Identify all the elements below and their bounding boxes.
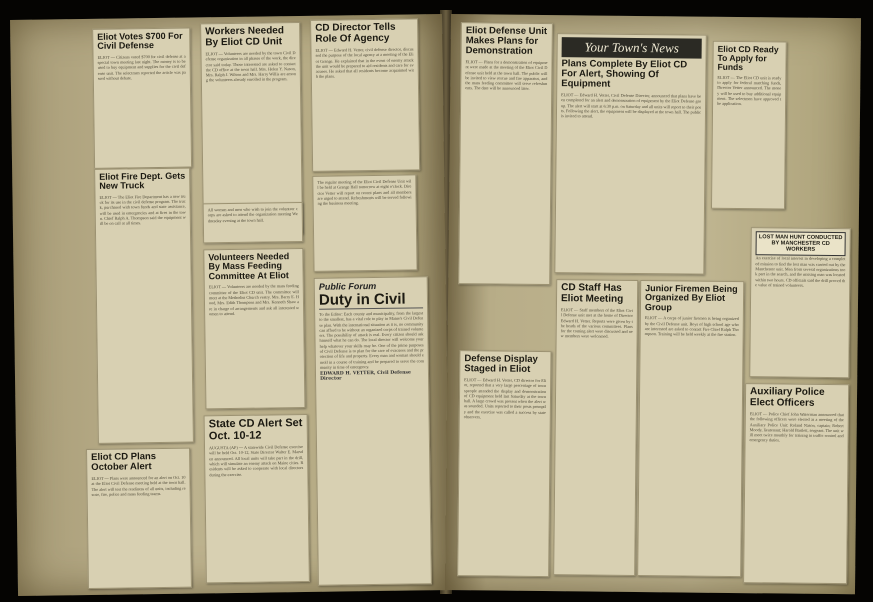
- clipping-headline: Eliot Defense Unit Makes Plans for Demonstration: [465, 25, 548, 57]
- clipping-headline: Junior Firemen Being Organized By Eliot Group: [644, 283, 738, 313]
- manhunt-banner: LOST MAN HUNT CONDUCTED BY MANCHESTER CD WORKERS: [756, 231, 846, 256]
- clipping-cd-director: [310, 18, 420, 171]
- forum-signature: EDWARD H. VETTER, Civil Defense Director: [319, 370, 411, 383]
- clipping-body: All women and men who wish to join the volunteer corps are asked to attend the organization meeting Wednesday evening at the town hall.: [207, 206, 298, 223]
- clipping-headline: State CD Alert Set Oct. 10-12: [208, 417, 303, 442]
- clipping-headline: Eliot Fire Dept. Gets New Truck: [99, 170, 186, 192]
- clipping-state-alert: [204, 414, 310, 583]
- clipping-body: ELIOT — Citizens voted $700 for civil defense at a special town meeting last night. The money is to be used to buy equipment and supplies for the civil defense unit. The selectmen reported the article was passed without debate.: [97, 53, 186, 81]
- clipping-body: ELIOT — The Eliot CD unit is ready to apply for federal matching funds, Director Vetter announced. The money will be used to buy additional equipment. The selectmen have approved the application.: [717, 74, 782, 107]
- clipping-body: ELIOT — Edward H. Vetter, civil defense director, discussed the purpose of the local agency at a meeting of the Eliot Grange. He explained that in the event of enemy attack the unit would be prepared to aid residents and care for evacuees. He asked that all residents become acquainted with the plans.: [315, 46, 414, 80]
- clipping-public-forum: [314, 276, 432, 586]
- clipping-headline: Eliot CD Plans October Alert: [91, 451, 157, 473]
- clipping-manhunt: [749, 227, 851, 378]
- clipping-body: An exercise of local interest in developing a completed mission to find the lost man was carried out by the Manchester unit. Men from several organizations took part in the search, and the missing man was located within two hours. CD officials said the drill proved the value of trained volunteers.: [755, 255, 846, 288]
- clipping-body: ELIOT — Plans were announced for an alert on Oct. 10 at the Eliot Civil Defense meeting held at the town hall. The alert will test the readiness of all units, including rescue, fire, police and mass feeding teams.: [91, 474, 186, 497]
- clipping-police-officers: [743, 383, 849, 584]
- clipping-body: ELIOT — Edward H. Vetter, Civil Defense Director, announced that plans have been completed for an alert and demonstration of equipment by the Eliot Defense group. The alert will start at 6:30 p.m. on Saturday and all units will report to their posts. Following the alert, the equipment will be displayed at the town hall. The public is invited to attend.: [560, 92, 702, 119]
- left-scrapbook-page: [10, 14, 450, 596]
- clipping-plans-complete: [554, 33, 707, 275]
- clipping-headline: CD Director Tells Role Of Agency: [315, 21, 396, 45]
- clipping-body: ELIOT — Volunteers are needed by the town Civil Defense organization in all phases of the work, the director said today. Those interested are asked to contact the CD office at the town hall. Mrs. Helen Y. Nason, Mrs. Ralph J. Wilson and Mrs. Harry Willis are among the volunteers already enrolled in the program.: [205, 50, 296, 83]
- clipping-staff-meeting: [553, 279, 638, 576]
- clipping-fire-dept: [94, 168, 194, 444]
- clipping-headline: CD Staff Has Eliot Meeting: [560, 282, 624, 305]
- clipping-defense-display: [457, 350, 551, 577]
- forum-kicker: Public Forum: [318, 280, 377, 292]
- masthead-banner: Your Town's News: [562, 37, 702, 58]
- clipping-volunteers-needed: [203, 248, 305, 409]
- clipping-eliot-votes: [92, 28, 192, 169]
- clipping-body: ELIOT — A corps of junior firemen is being organized by the Civil Defense unit. Boys of high school age who are interested are asked to contact Fire Chief Ralph Thompson. Training will be held weekly at the fire station.: [644, 315, 739, 338]
- clipping-body: The regular meeting of the Eliot Civil Defense Unit will be held at Grange Hall tomorrow at eight o'clock. Director Vetter will report on recent plans and all members are urged to attend. Refreshments will be served following the business meeting.: [317, 178, 412, 206]
- clipping-body: ELIOT — Police Chief John Waterman announced that the following officers were elected at a meeting of the Auxiliary Police Unit: Roland Nason, captain; Robert Moody, lieutenant; Harold Bartlett, sergeant. The unit will meet twice monthly for training in traffic control and emergency duties.: [749, 411, 844, 443]
- clipping-headline: Auxiliary Police Elect Officers: [749, 386, 825, 409]
- clipping-body: AUGUSTA (AP) — A statewide Civil Defense exercise will be held Oct. 10-12, State Director Walter E. Marsden announced. All local units will take part in the drill, which will simulate an enemy attack on Maine cities. Residents will be asked to cooperate with local directors during the exercise.: [208, 444, 304, 477]
- clipping-headline: Volunteers Needed By Mass Feeding Committee At Eliot: [208, 251, 290, 282]
- clipping-regular-meeting: [312, 174, 417, 271]
- clipping-all-men: [203, 202, 304, 243]
- clipping-defense-unit: [458, 22, 553, 285]
- clipping-headline: Defense Display Staged in Eliot: [464, 353, 538, 375]
- clipping-body: ELIOT — Plans for a demonstration of equipment were made at the meeting of the Eliot Civil Defense unit held at the town hall. The public will be invited to view rescue and fire apparatus, and the mass feeding committee will serve refreshments. The date will be announced later.: [465, 59, 548, 92]
- forum-body: To the Editor: Each county and municipality, from the largest to the smallest, has a vital role to play in Maine's Civil Defense plan. With the international situation as it is, no community can afford to be without an organized corps of trained volunteers. The possibility of attack is real. Every citizen should ask himself what he can do. The local director will welcome your help whatever your skills may be. One of the prime purposes of Civil Defense is to plan for the care of evacuees and the protection of life and property. Every man and woman should enroll in a course of training and be prepared to serve the community in time of emergency.: [319, 310, 424, 370]
- clipping-headline: Workers Needed By Eliot CD Unit: [205, 25, 285, 48]
- clipping-junior-firemen: [637, 280, 744, 577]
- clipping-apply-funds: [711, 41, 787, 210]
- right-scrapbook-page: [445, 14, 861, 594]
- forum-title: Duty in Civil: [319, 290, 423, 309]
- clipping-body: ELIOT — Staff members of the Eliot Civil Defense unit met at the home of Director Edward H. Vetter. Reports were given by the heads of the various committees. Plans for the coming alert were discussed and new members were welcomed.: [560, 307, 633, 340]
- clipping-body: ELIOT — Volunteers are needed by the mass feeding committee of the Eliot CD unit. The committee will meet at the Methodist Church vestry. Mrs. Barry E. Hood, Mrs. Edith Thompson and Mrs. Kenneth Shaw are in charge of arrangements and ask all interested women to attend.: [208, 283, 300, 317]
- clipping-headline: Eliot CD Ready To Apply for Funds: [717, 43, 779, 72]
- clipping-headline: Eliot Votes $700 For Civil Defense: [97, 30, 183, 52]
- clipping-headline: Plans Complete By Eliot CD For Alert, Showing Of Equipment: [561, 58, 688, 90]
- clipping-body: ELIOT — Edward H. Vetter, CD director for Eliot, reported that a very large percentage of townspeople attended the display and demonstration of CD equipment held last Saturday at the town hall. A large crowd was present when the alert was sounded. Units reported to their posts promptly and the exercise was called a success by state observers.: [463, 377, 547, 420]
- clipping-body: ELIOT — The Eliot Fire Department has a new truck for its use in the civil defense program. The truck, purchased with town funds and state assistance, will be used in emergencies and at fires in the town. Chief Ralph A. Thompson said the equipment will be on call at all times.: [99, 193, 186, 227]
- clipping-cd-plans: [86, 448, 192, 589]
